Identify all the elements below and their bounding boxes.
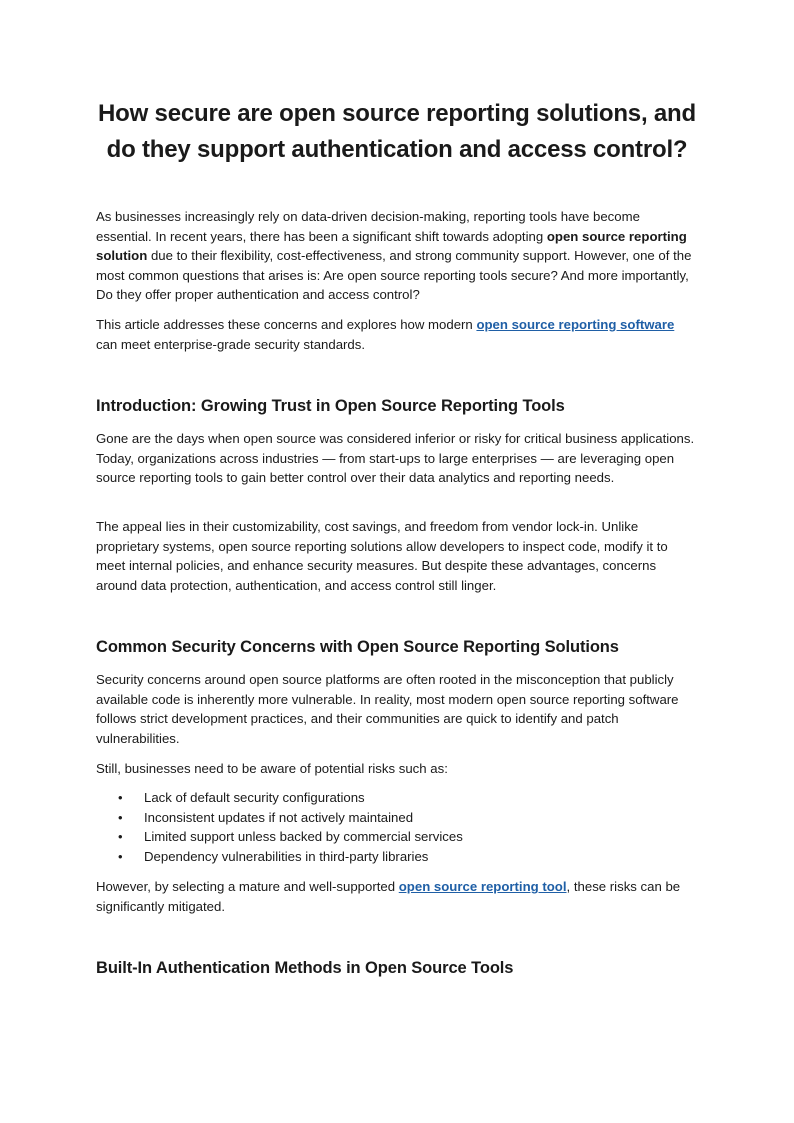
- intro-bold-term: open source reporting solution: [96, 228, 687, 263]
- intro-paragraph-2: [96, 315, 698, 354]
- section1-paragraph-2: The appeal lies in their customizability, cost savings, and freedom from vendor lock-in. Unlike proprietary systems, open source reporting solutions allow developers to inspect code, modify it to meet internal policies, and enhance security measures. But despite these advantages, concerns around data protection, authentication, and access control still linger.: [96, 519, 668, 593]
- bullet-icon: •: [118, 809, 123, 825]
- section-heading-security-concerns: Common Security Concerns with Open Source Reporting Solutions: [96, 638, 619, 656]
- intro-text-2b: can meet enterprise-grade security standards.: [96, 336, 366, 352]
- section2-text-3a: However, by selecting a mature and well-supported: [96, 879, 399, 894]
- open-source-reporting-software-link[interactable]: open source reporting software: [476, 317, 675, 332]
- section-heading-authentication: Built-In Authentication Methods in Open Source Tools: [96, 959, 514, 977]
- section2-paragraph-3: [96, 877, 698, 916]
- list-item: • Lack of default security configurations: [96, 788, 698, 808]
- list-item: • Limited support unless backed by commercial services: [96, 827, 698, 847]
- section2-text-3b: , these risks can be significantly mitigated.: [96, 879, 681, 914]
- intro-text-2a: This article addresses these concerns and explores how modern: [96, 317, 477, 332]
- risk-list: [96, 788, 698, 866]
- bullet-icon: •: [118, 848, 123, 864]
- list-item: • Inconsistent updates if not actively maintained: [96, 808, 698, 828]
- list-item: • Dependency vulnerabilities in third-party libraries: [96, 847, 698, 867]
- intro-paragraph-1: [96, 207, 698, 305]
- page-title: How secure are open source reporting solutions, and do they support authentication and access control?: [98, 100, 696, 163]
- section2-paragraph-2: Still, businesses need to be aware of potential risks such as:: [96, 761, 448, 776]
- open-source-reporting-tool-link[interactable]: open source reporting tool: [398, 879, 567, 894]
- bullet-icon: •: [118, 790, 123, 805]
- intro-text-1b: due to their flexibility, cost-effectiveness, and strong community support. However, one of the most common questions that arises is: Are open source reporting tools secure? And more importantly, Do they offer proper authentication and access control?: [96, 248, 692, 302]
- section1-paragraph-1: Gone are the days when open source was considered inferior or risky for critical business applications. Today, organizations across industries — from start-ups to large enterprises — are leveraging open source reporting tools to gain better control over their data analytics and reporting needs.: [96, 431, 695, 485]
- section-heading-introduction: Introduction: Growing Trust in Open Source Reporting Tools: [96, 397, 565, 415]
- bullet-icon: •: [118, 829, 123, 844]
- section2-paragraph-1: Security concerns around open source platforms are often rooted in the misconception that publicly available code is inherently more vulnerable. In reality, most modern open source reporting software follows strict development practices, and their communities are quick to identify and patch vulnerabilities.: [96, 672, 679, 746]
- intro-text-1a: As businesses increasingly rely on data-driven decision-making, reporting tools have become essential. In recent years, there has been a significant shift towards adopting: [96, 209, 640, 244]
